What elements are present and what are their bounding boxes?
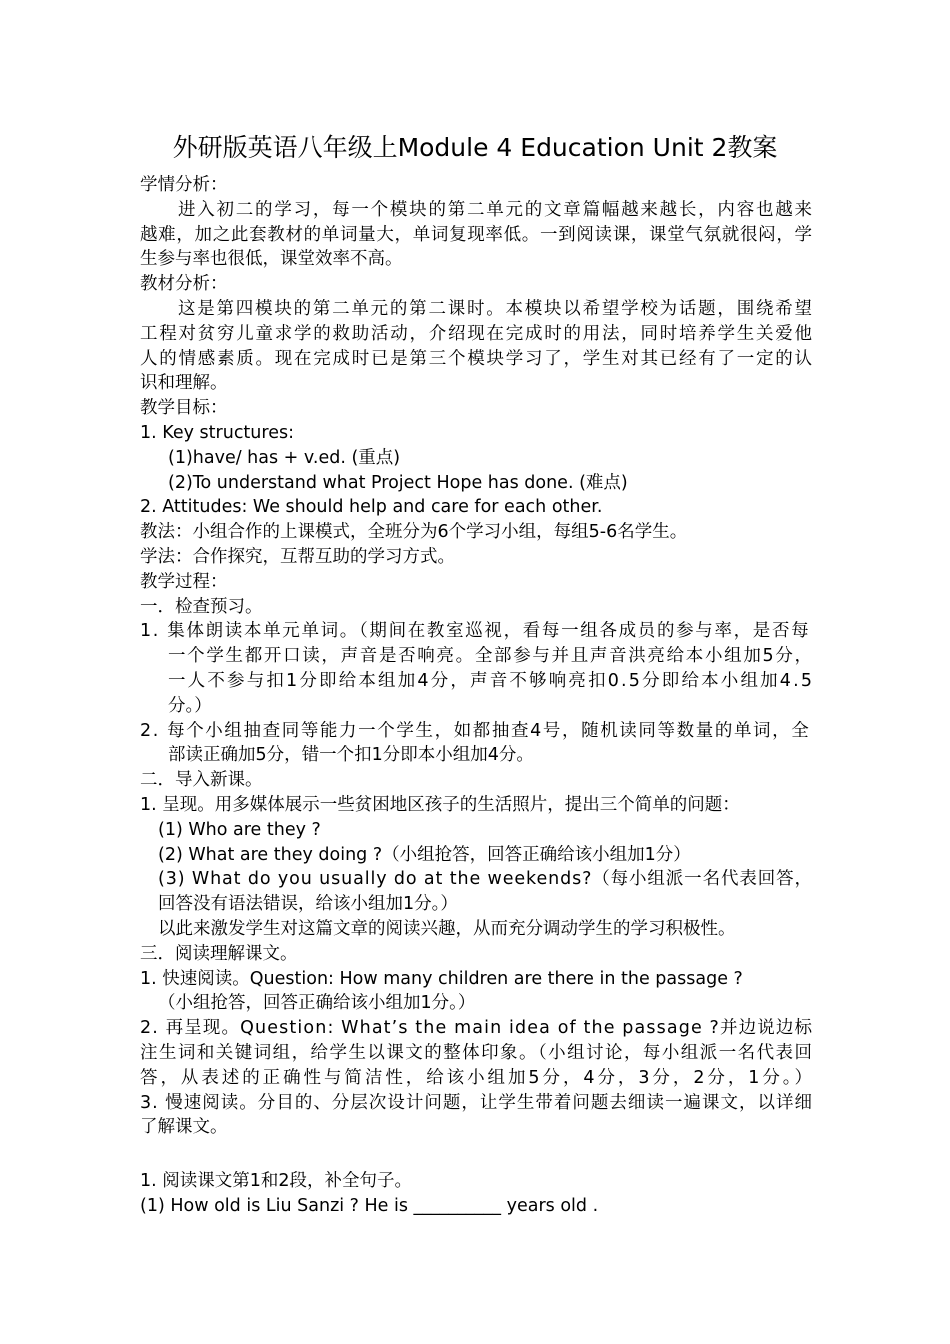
text-line: 工程对贫穷儿童求学的救助活动，介绍现在完成时的用法，同时培养学生关爱他 — [140, 323, 814, 344]
text-line: 教法：小组合作的上课模式，全班分为6个学习小组，每组5-6名学生。 — [140, 522, 688, 543]
text-line: 教学目标： — [140, 398, 228, 419]
text-line: (2) What are they doing ?（小组抢答，回答正确给该小组加1分） — [158, 844, 691, 865]
text-line: （小组抢答，回答正确给该小组加1分。） — [158, 993, 476, 1014]
text-line: 生参与率也很低，课堂效率不高。 — [140, 249, 403, 270]
text-line: 教材分析： — [140, 274, 228, 295]
text-line: 2. 再呈现。Question: What’s the main idea of the passage ?并边说边标 — [140, 1018, 814, 1039]
text-line: 分。） — [168, 695, 212, 716]
text-line: 二．导入新课。 — [140, 770, 263, 791]
text-line: 了解课文。 — [140, 1117, 228, 1138]
text-line: 识和理解。 — [140, 373, 228, 394]
text-line: (2)To understand what Project Hope has done. (难点) — [168, 472, 628, 493]
text-line: 部读正确加5分，错一个扣1分即本小组加4分。 — [168, 745, 534, 766]
text-line: 2. Attitudes: We should help and care for each other. — [140, 497, 603, 518]
text-line: 三．阅读理解课文。 — [140, 943, 298, 964]
text-line: 注生词和关键词组，给学生以课文的整体印象。（小组讨论，每小组派一名代表回 — [140, 1043, 814, 1063]
text-line: 越难，加之此套教材的单词量大，单词复现率低。一到阅读课，课堂气氛就很闷，学 — [140, 224, 813, 245]
text-line: (1) Who are they ? — [158, 819, 321, 840]
text-line: 一个学生都开口读，声音是否响亮。全部参与并且声音洪亮给本小组加5分， — [168, 646, 814, 667]
text-line: (1)have/ has + v.ed. (重点) — [168, 447, 401, 468]
text-line: (3) What do you usually do at the weekends?（每小组派一名代表回答， — [158, 869, 813, 890]
text-line: 1. 快速阅读。Question: How many children are there in the passage ? — [140, 968, 743, 989]
text-line: 这是第四模块的第二单元的第二课时。本模块以希望学校为话题，围绕希望 — [178, 299, 814, 319]
text-line: 一人不参与扣1分即给本组加4分，声音不够响亮扣0.5分即给本小组加4.5 — [168, 671, 815, 691]
text-line: 3. 慢速阅读。分目的、分层次设计问题，让学生带着问题去细读一遍课文，以详细 — [140, 1092, 813, 1113]
text-line: 学情分析： — [140, 175, 228, 195]
text-line: 1. 呈现。用多媒体展示一些贫困地区孩子的生活照片，提出三个简单的问题： — [140, 795, 740, 815]
text-line: 以此来激发学生对这篇文章的阅读兴趣，从而充分调动学生的学习积极性。 — [158, 919, 736, 939]
text-line: 2. 每个小组抽查同等能力一个学生，如都抽查4号，随机读同等数量的单词，全 — [140, 720, 811, 741]
text-line: 教学过程： — [140, 571, 228, 592]
text-line: 1. Key structures: — [140, 423, 294, 443]
text-line: 答，从表述的正确性与简洁性，给该小组加5分，4分，3分，2分，1分。） — [140, 1067, 815, 1088]
document-title: 外研版英语八年级上Module 4 Education Unit 2教案 — [172, 133, 778, 162]
text-line: 1. 阅读课文第1和2段，补全句子。 — [140, 1171, 413, 1191]
text-line: 进入初二的学习，每一个模块的第二单元的文章篇幅越来越长，内容也越来 — [178, 199, 814, 220]
text-line: 回答没有语法错误，给该小组加1分。） — [158, 894, 458, 915]
text-line: 一．检查预习。 — [140, 596, 263, 617]
text-line: 1. 集体朗读本单元单词。（期间在教室巡视，看每一组各成员的参与率，是否每 — [140, 621, 811, 642]
text-line: (1) How old is Liu Sanzi ? He is __________ years old . — [140, 1196, 599, 1216]
text-line: 学法：合作探究，互帮互助的学习方式。 — [140, 547, 455, 567]
text-line: 人的情感素质。现在完成时已是第三个模块学习了，学生对其已经有了一定的认 — [140, 348, 814, 369]
